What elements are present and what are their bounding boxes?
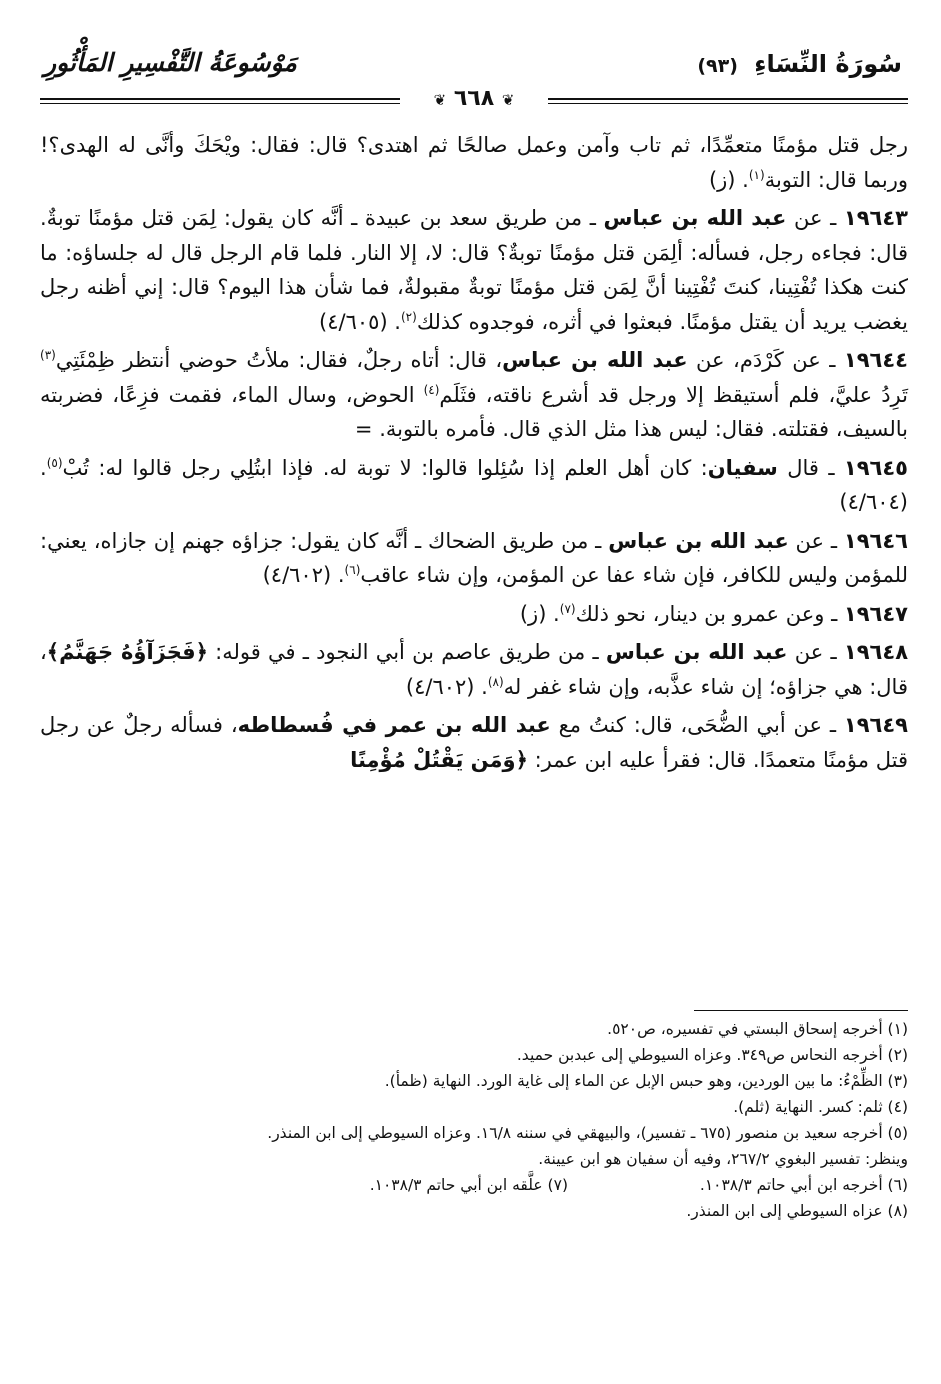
- surah-name: سُورَةُ النِّسَاءِ: [754, 50, 902, 78]
- entry: [40, 343, 908, 447]
- entry-number: ١٩٦٤٨: [843, 640, 909, 664]
- footnote: (٨) عزاه السيوطي إلى ابن المنذر.: [686, 1202, 908, 1220]
- footnote-separator: [694, 1010, 908, 1011]
- entry: [40, 635, 908, 704]
- book-title: مَوْسُوعَةُ التَّفْسِيرِ المَأْثُورِ: [44, 48, 297, 77]
- entry: [40, 708, 908, 777]
- verse-number: (٩٣): [697, 55, 738, 77]
- main-text: [40, 128, 908, 781]
- entry-text: ـ عن عبد الله بن عباس ـ من طريق سعد بن عبيدة ـ أنَّه كان يقول: لِمَن قتل مؤمنًا توبةٌ. قال: فجاءه رجل، فسأله: ألِمَن قتل مؤمنًا توبةٌ؟ قال: لا، إلا النار. فلما قام الرجل قال له جلساؤه: ما كنت هكذا تُفْتِينا، كنتَ تُفْتِينا أنَّ لِمَن قتل مؤمنًا توبةٌ مقبولةٌ، فما شأن هذا اليوم؟ قال: إني أظنه رجل يغضب يريد أن يقتل مؤمنًا. فبعثوا في أثره، فوجدوه كذلك$^{(٢)}$. (٤/٦٠٥): [40, 206, 908, 334]
- surah-header: [697, 50, 902, 78]
- footnote-pair: [40, 1172, 908, 1198]
- entry: [40, 451, 908, 520]
- footnote: (٢) أخرجه النحاس ص٣٤٩. وعزاه السيوطي إلى عبدبن حميد.: [516, 1046, 908, 1064]
- entry: [40, 201, 908, 339]
- footnote: (٥) أخرجه سعيد بن منصور (٦٧٥ ـ تفسير)، والبيهقي في سننه ١٦/٨. وعزاه السيوطي إلى ابن المنذر.: [267, 1124, 908, 1142]
- footnote-continuation: وينظر: تفسير البغوي ٢٦٧/٢، وفيه أن سفيان هو ابن عيينة.: [538, 1150, 908, 1168]
- ornament-icon: ❦: [501, 91, 515, 109]
- footnote: (٤) ثلم: كسر. النهاية (ثلم).: [733, 1098, 908, 1116]
- page: [40, 48, 909, 1220]
- entry-text: ـ وعن عمرو بن دينار، نحو ذلك$^{(٧)}$. (ز): [519, 601, 844, 626]
- entry-continuation: [40, 128, 908, 197]
- page-number: ٦٦٨: [453, 86, 495, 111]
- entry-text: رجل قتل مؤمنًا متعمِّدًا، ثم تاب وآمن وعمل صالحًا ثم اهتدى؟ قال: فقال: ويْحَكَ وأنَّى له الهدى؟! وربما قال: التوبة$^{(١)}$. (ز): [40, 133, 908, 192]
- entry-number: ١٩٦٤٦: [843, 528, 908, 553]
- entry-text: ـ عن عبد الله بن عباس ـ من طريق عاصم بن أبي النجود ـ في قوله: ﴿فَجَزَآؤُهُ جَهَنَّمُ﴾، قال: هي جزاؤه؛ إن شاء عذَّبه، وإن شاء غفر له$^{(٨)}$. (٤/٦٠٢): [40, 640, 908, 699]
- page-number-box: [40, 86, 908, 111]
- entry-text: ـ عن عبد الله بن عباس ـ من طريق الضحاك ـ أنَّه كان يقول: جزاؤه جهنم إن جازاه، يعني: للمؤمن وليس للكافر، فإن شاء عفا عن المؤمن، وإن شاء عاقب$^{(٦)}$. (٤/٦٠٢): [40, 528, 908, 587]
- footnotes: [40, 1016, 908, 1224]
- entry-number: ١٩٦٤٥: [843, 455, 908, 480]
- entry: [40, 524, 908, 593]
- entry-number: ١٩٦٤٤: [843, 348, 908, 372]
- footnote: (٧) علَّقه ابن أبي حاتم ١٠٣٨/٣.: [369, 1176, 568, 1194]
- entry-text: ـ عن أبي الضُّحَى، قال: كنتُ مع عبد الله بن عمر في فُسطاطه، فسأله رجلٌ عن رجل قتل مؤمنًا متعمدًا. قال: فقرأ عليه ابن عمر: ﴿وَمَن يَقْتُلْ مُؤْمِنًا: [40, 713, 908, 772]
- ornament-icon: ❦: [433, 91, 447, 109]
- entry: [40, 597, 908, 632]
- footnote: (١) أخرجه إسحاق البستي في تفسيره، ص٥٢٠.: [607, 1020, 908, 1038]
- footnote: (٣) الظِّمْءُ: ما بين الوردين، وهو حبس الإبل عن الماء إلى غاية الورد. النهاية (ظمأ).: [384, 1072, 908, 1090]
- running-header: [40, 48, 908, 88]
- entry-number: ١٩٦٤٣: [843, 206, 908, 230]
- entry-text: ـ قال سفيان: كان أهل العلم إذا سُئِلوا قالوا: لا توبة له. فإذا ابتُلِي رجل قالوا له: تُبْ$^{(٥)}$. (٤/٦٠٤): [40, 455, 908, 514]
- footnote: (٦) أخرجه ابن أبي حاتم ١٠٣٨/٣.: [699, 1176, 908, 1194]
- entry-number: ١٩٦٤٧: [843, 601, 908, 626]
- entry-text: ـ عن كَرْدَم، عن عبد الله بن عباس، قال: أتاه رجلٌ، فقال: ملأتُ حوضي أنتظر ظِمْئَتِي$^{(٣)}$ تَرِدُ عليَّ، فلم أستيقظ إلا ورجل قد أشرع ناقته، فثَلَم$^{(٤)}$ الحوض، وسال الماء، فقمت فزِعًا، فضربته بالسيف، فقتلته. فقال: ليس هذا مثل الذي قال. فأمره بالتوبة. =: [40, 348, 908, 441]
- entry-number: ١٩٦٤٩: [843, 713, 908, 737]
